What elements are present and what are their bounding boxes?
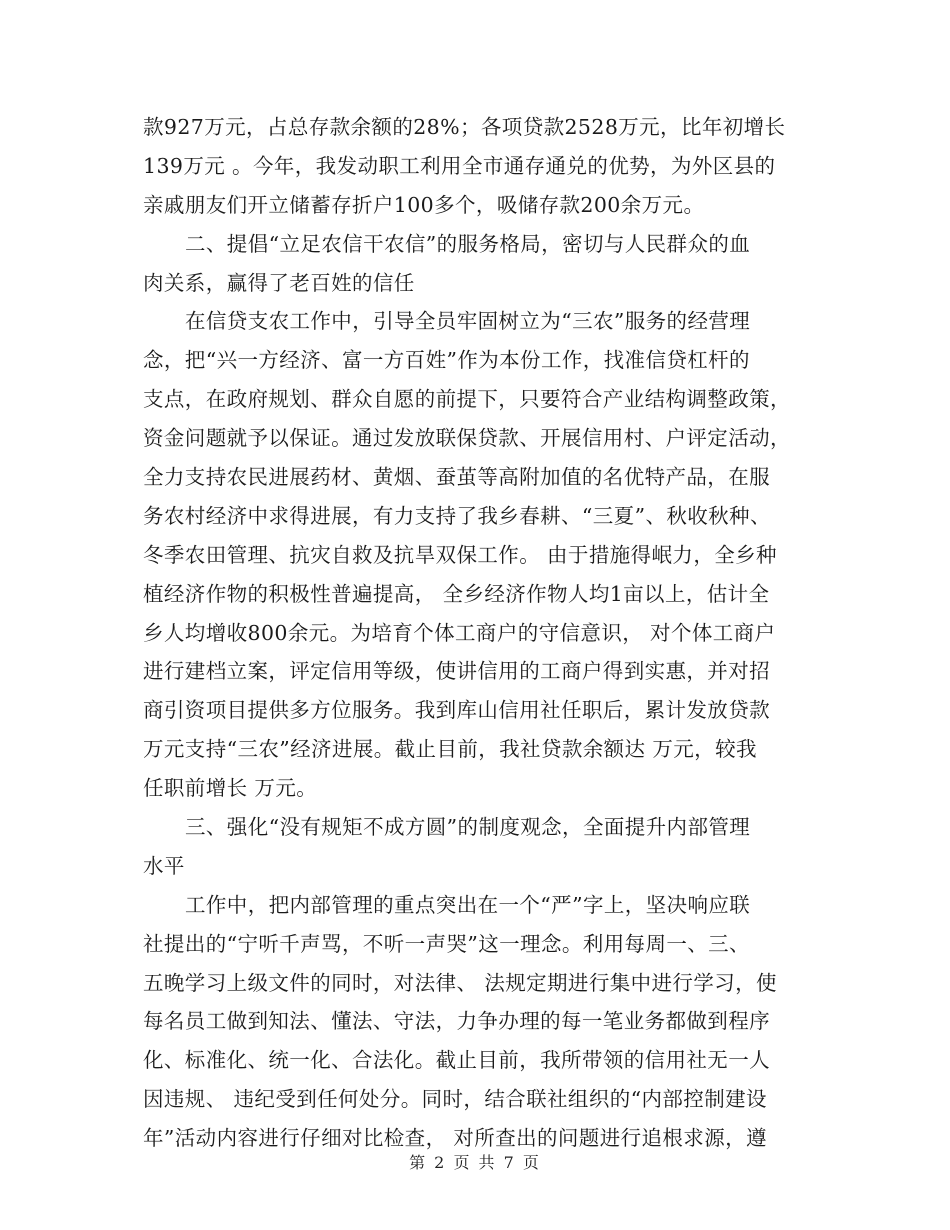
text-line: 每名员工做到知法、懂法、守法，力争办理的每一笔业务都做到程序 — [143, 1009, 770, 1034]
text-line: 五晚学习上级文件的同时，对法律、 法规定期进行集中进行学习，使 — [143, 970, 777, 995]
text-line: 任职前增长 万元。 — [143, 776, 318, 801]
text-line: 工作中，把内部管理的重点突出在一个“严”字上，坚决响应联 — [185, 892, 751, 917]
text-line: 因违规、 违纪受到任何处分。同时，结合联社组织的“内部控制建设 — [143, 1087, 767, 1112]
page-number-footer: 第 2 页 共 7 页 — [409, 1153, 541, 1172]
section-heading: 肉关系，赢得了老百姓的信任 — [143, 270, 415, 295]
text-line: 乡人均增收800余元。为培育个体工商户的守信意识， 对个体工商户 — [143, 620, 776, 645]
text-line: 年”活动内容进行仔细对比检查， 对所查出的问题进行追根求源，遵 — [143, 1126, 767, 1151]
text-line: 商引资项目提供多方位服务。我到库山信用社任职后，累计发放贷款 — [143, 698, 770, 723]
text-line: 务农村经济中求得进展，有力支持了我乡春耕、“三夏”、秋收秋种、 — [143, 503, 771, 528]
text-line: 社提出的“宁听千声骂，不听一声哭”这一理念。利用每周一、三、 — [143, 931, 750, 956]
text-line: 植经济作物的积极性普遍提高， 全乡经济作物人均1亩以上，估计全 — [143, 581, 770, 606]
section-heading: 水平 — [143, 853, 185, 878]
text-line: 化、标准化、统一化、合法化。截止目前，我所带领的信用社无一人 — [143, 1048, 770, 1073]
text-line: 全力支持农民进展药材、黄烟、蚕茧等高附加值的名优特产品，在服 — [143, 465, 770, 490]
text-line: 在信贷支农工作中，引导全员牢固树立为“三农”服务的经营理 — [185, 309, 751, 334]
section-heading: 三、强化“没有规矩不成方圆”的制度观念，全面提升内部管理 — [185, 815, 751, 840]
text-line: 冬季农田管理、抗灾自救及抗旱双保工作。 由于措施得岷力，全乡种 — [143, 542, 777, 567]
text-line: 资金问题就予以保证。通过发放联保贷款、开展信用村、户评定活动， — [143, 426, 791, 451]
text-line: 进行建档立案，评定信用等级，使讲信用的工商户得到实惠，并对招 — [143, 659, 770, 684]
document-body — [143, 108, 808, 1158]
text-line: 万元支持“三农”经济进展。截止目前，我社贷款余额达 万元，较我 — [143, 737, 757, 762]
text-line: 款927万元，占总存款余额的28%；各项贷款2528万元，比年初增长 — [143, 115, 786, 139]
section-heading: 二、提倡“立足农信干农信”的服务格局，密切与人民群众的血 — [185, 231, 751, 256]
text-line: 亲戚朋友们开立储蓄存折户100多个，吸储存款200余万元。 — [143, 192, 705, 217]
text-line: 139万元 。今年，我发动职工利用全市通存通兑的优势，为外区县的 — [143, 153, 776, 178]
text-line: 支点，在政府规划、群众自愿的前提下，只要符合产业结构调整政策， — [143, 387, 791, 412]
text-line: 念，把“兴一方经济、富一方百姓”作为本份工作，找准信贷杠杆的 — [143, 348, 750, 373]
